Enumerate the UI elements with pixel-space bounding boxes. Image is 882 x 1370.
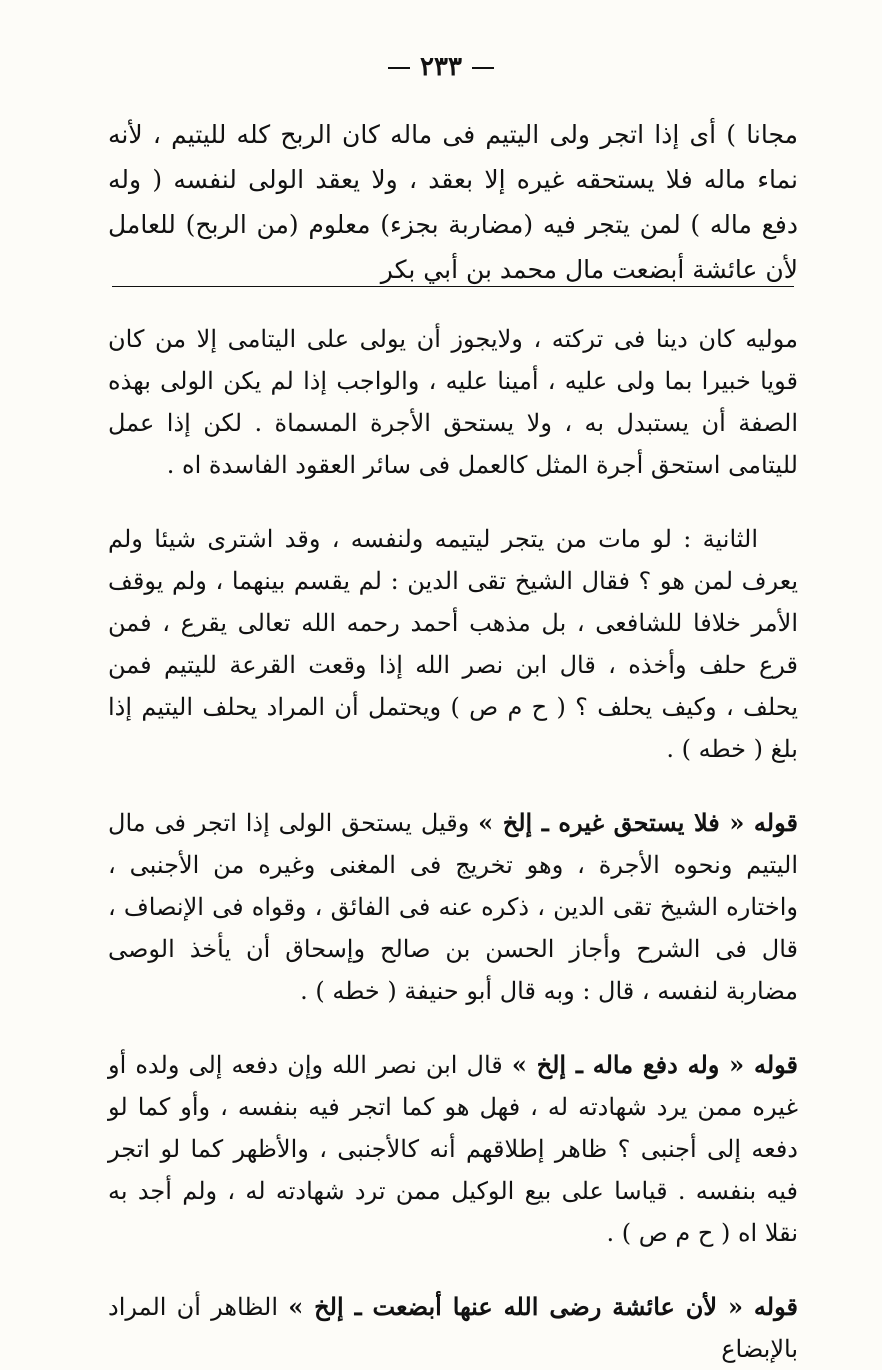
page-number: [0, 52, 882, 82]
commentary-paragraph: [108, 1286, 798, 1370]
page-number-dash-left: [388, 67, 410, 69]
paragraph-text: الظاهر أن المراد بالإبضاع: [108, 1293, 798, 1363]
paragraph-text: موليه كان دينا فى تركته ، ولايجوز أن يولى على اليتامى إلا من كان قويا خبيرا بما ولى عليه ، أمينا عليه ، والواجب إذا لم يكن الولى بهذه الصفة أن يستبدل به ، ولا يستحق الأجرة المسماة . لكن إذا عمل لليتامى استحق أجرة المثل كالعمل فى سائر العقود الفاسدة اه .: [108, 325, 798, 479]
paragraph-text: الثانية : لو مات من يتجر ليتيمه ولنفسه ، وقد اشترى شيئا ولم يعرف لمن هو ؟ فقال الشيخ تقى الدين : لم يقسم بينهما ، ولم يوقف الأمر خلافا للشافعى ، بل مذهب أحمد رحمه الله تعالى يقرع ، فمن قرع حلف وأخذه ، قال ابن نصر الله إذا وقعت القرعة لليتيم فمن يحلف ، وكيف يحلف ؟ ( ح م ص ) ويحتمل أن المراد يحلف اليتيم إذا بلغ ( خطه ) .: [108, 525, 798, 763]
commentary-paragraph: [108, 1044, 798, 1254]
commentary-paragraph: [108, 518, 798, 770]
main-text: مجانا ) أى إذا اتجر ولى اليتيم فى ماله كان الربح كله لليتيم ، لأنه نماء ماله فلا يستحقه غيره إلا بعقد ، ولا يعقد الولى لنفسه ( وله دفع ماله ) لمن يتجر فيه (مضاربة بجزء) معلوم (من الربح) للعامل لأن عائشة أبضعت مال محمد بن أبي بكر: [108, 120, 798, 284]
paragraph-lead: قوله « وله دفع ماله ـ إلخ »: [511, 1050, 798, 1079]
page-number-dash-right: [472, 67, 494, 69]
footnote-divider: [112, 286, 794, 287]
commentary: [108, 318, 798, 1370]
paragraph-text: قال ابن نصر الله وإن دفعه إلى ولده أو غيره ممن يرد شهادته له ، فهل هو كما اتجر فيه بنفسه ، وأو كما لو دفعه إلى أجنبى ؟ ظاهر إطلاقهم أنه كالأجنبى ، والأظهر كما لو اتجر فيه بنفسه . قياسا على بيع الوكيل ممن ترد شهادته له ، ولم أجد به نقلا اه ( ح م ص ) .: [108, 1051, 798, 1247]
paragraph-lead: قوله « لأن عائشة رضى الله عنها أبضعت ـ إلخ »: [288, 1292, 798, 1321]
paragraph-text: وقيل يستحق الولى إذا اتجر فى مال اليتيم ونحوه الأجرة ، وهو تخريج فى المغنى وغيره من الأجنبى ، واختاره الشيخ تقى الدين ، ذكره عنه فى الفائق ، وقواه فى الإنصاف ، قال فى الشرح وأجاز الحسن بن صالح وإسحاق أن يأخذ الوصى مضاربة لنفسه ، قال : وبه قال أبو حنيفة ( خطه ) .: [108, 809, 798, 1005]
paragraph-lead: قوله « فلا يستحق غيره ـ إلخ »: [478, 808, 798, 837]
page-number-value: ٢٣٣: [420, 52, 462, 82]
commentary-paragraph: [108, 318, 798, 486]
commentary-paragraph: [108, 802, 798, 1012]
